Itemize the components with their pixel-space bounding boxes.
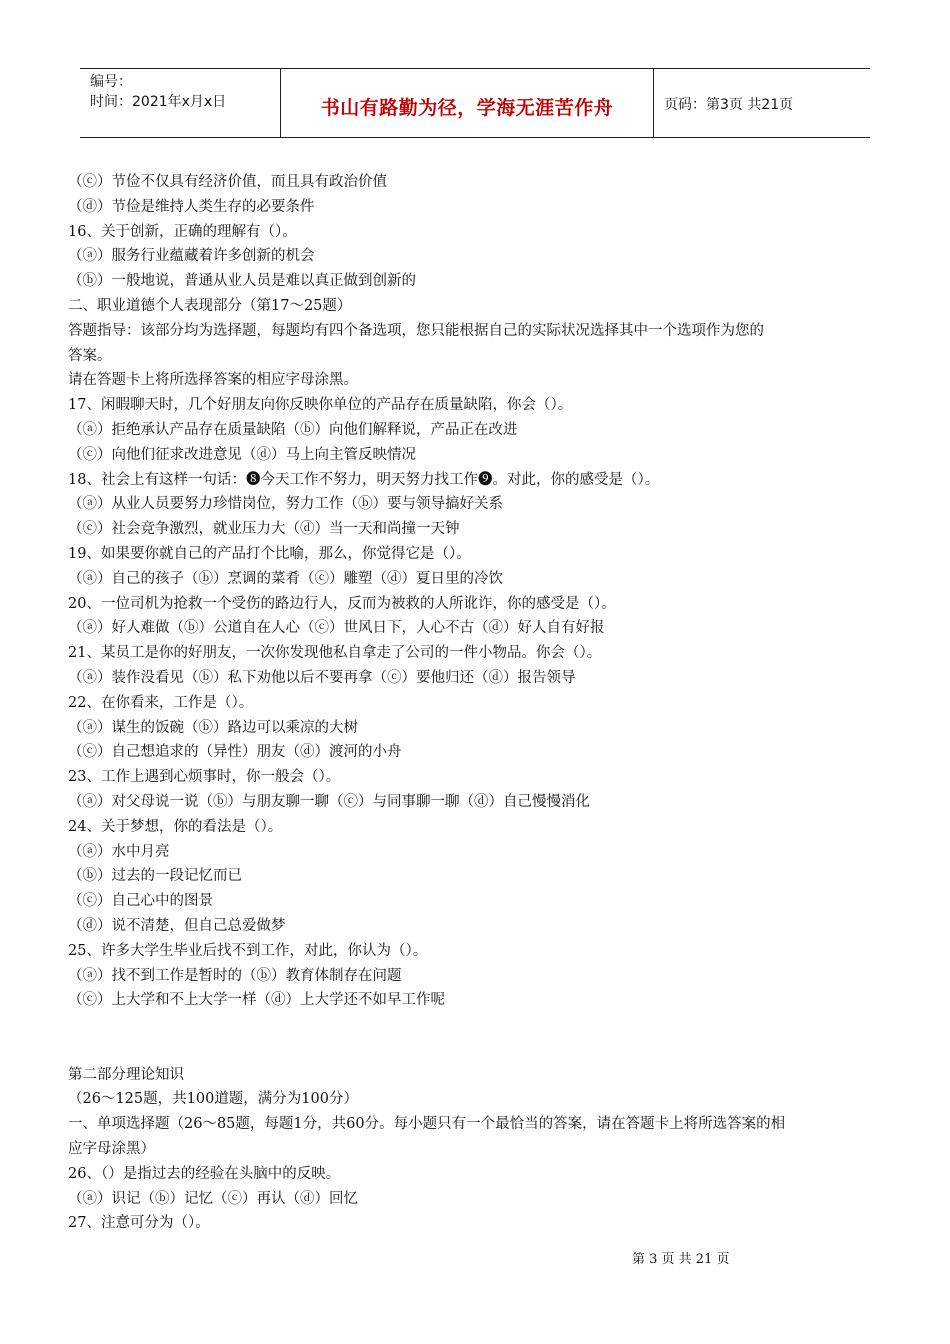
instructions-cont: 答案。 — [68, 347, 112, 364]
slogan: 书山有路勤为径，学海无涯苦作舟 — [320, 97, 614, 119]
part-two-heading: 第二部分理论知识 — [68, 1066, 184, 1083]
number-label: 编号： — [90, 74, 132, 90]
text-line: （ⓐ）找不到工作是暂时的（ⓑ）教育体制存在问题 — [68, 967, 402, 984]
text-line: （ⓐ）好人难做（ⓑ）公道自在人心（ⓒ）世风日下，人心不古（ⓓ）好人自有好报 — [68, 620, 605, 637]
question-18: 18、社会上有这样一句话：❽今天工作不努力，明天努力找工作❾。对此，你的感受是（）。 — [68, 471, 660, 488]
text-line: （ⓓ）说不清楚，但自己总爱做梦 — [68, 917, 286, 934]
text-line: （ⓐ）装作没看见（ⓑ）私下劝他以后不要再拿（ⓒ）要他归还（ⓓ）报告领导 — [68, 669, 576, 686]
section-heading: 二、职业道德个人表现部分（第17～25题） — [68, 297, 352, 314]
text-line: （ⓐ）从业人员要努力珍惜岗位，努力工作（ⓑ）要与领导搞好关系 — [68, 496, 503, 513]
part-two-subheading: （26～125题，共100道题，满分为100分） — [68, 1091, 358, 1108]
text-line: （ⓐ）对父母说一说（ⓑ）与朋友聊一聊（ⓒ）与同事聊一聊（ⓓ）自己慢慢消化 — [68, 793, 590, 810]
spacer — [68, 1013, 880, 1063]
text-line: （ⓒ）自己想追求的（异性）朋友（ⓓ）渡河的小舟 — [68, 744, 402, 761]
text-line: （ⓒ）向他们征求改进意见（ⓓ）马上向主管反映情况 — [68, 446, 416, 463]
question-17: 17、闲暇聊天时，几个好朋友向你反映你单位的产品存在质量缺陷，你会（）。 — [68, 397, 573, 414]
instructions: 答题指导：该部分均为选择题，每题均有四个备选项，您只能根据自己的实际状况选择其中一个选项作为您的 — [68, 322, 764, 339]
header-table — [80, 68, 870, 138]
text-line: （ⓐ）识记（ⓑ）记忆（ⓒ）再认（ⓓ）回忆 — [68, 1190, 358, 1207]
question-27: 27、注意可分为（）。 — [68, 1215, 210, 1232]
question-22: 22、在你看来，工作是（）。 — [68, 694, 254, 711]
header-info-cell — [80, 69, 281, 137]
text-line: （ⓐ）拒绝承认产品存在质量缺陷（ⓑ）向他们解释说，产品正在改进 — [68, 421, 518, 438]
text-line: （ⓐ）水中月亮 — [68, 843, 170, 860]
question-25: 25、许多大学生毕业后找不到工作，对此，你认为（）。 — [68, 942, 428, 959]
text-line: （ⓐ）自己的孩子（ⓑ）烹调的菜肴（ⓒ）雕塑（ⓓ）夏日里的冷饮 — [68, 570, 503, 587]
header-slogan-cell — [281, 69, 654, 137]
question-23: 23、工作上遇到心烦事时，你一般会（）。 — [68, 769, 341, 786]
date-label: 时间：2021年x月x日 — [90, 94, 227, 110]
question-24: 24、关于梦想，你的看法是（）。 — [68, 818, 283, 835]
text-line: （ⓒ）上大学和不上大学一样（ⓓ）上大学还不如早工作呢 — [68, 992, 445, 1009]
page-label: 页码：第3页 共21页 — [664, 97, 794, 113]
page-footer: 第 3 页 共 21 页 — [632, 1252, 730, 1267]
single-choice-instructions: 一、单项选择题（26～85题，每题1分，共60分。每小题只有一个最恰当的答案，请在答题卡上将所选答案的相 — [68, 1116, 786, 1133]
question-20: 20、一位司机为抢救一个受伤的路边行人，反而为被救的人所讹诈，你的感受是（）。 — [68, 595, 616, 612]
question-21: 21、某员工是你的好朋友，一次你发现他私自拿走了公司的一件小物品。你会（）。 — [68, 645, 602, 662]
header-page-cell — [654, 69, 870, 137]
text-line: （ⓑ）过去的一段记忆而已 — [68, 868, 242, 885]
text-line: （ⓐ）服务行业蕴藏着许多创新的机会 — [68, 248, 315, 265]
text-line: （ⓓ）节俭是维持人类生存的必要条件 — [68, 198, 315, 215]
text-line: （ⓒ）自己心中的图景 — [68, 893, 213, 910]
text-line: （ⓒ）节俭不仅具有经济价值，而且具有政治价值 — [68, 174, 387, 190]
text-line: （ⓑ）一般地说，普通从业人员是难以真正做到创新的 — [68, 273, 416, 290]
text-line: （ⓒ）社会竞争激烈，就业压力大（ⓓ）当一天和尚撞一天钟 — [68, 521, 460, 538]
single-choice-instructions-cont: 应字母涂黑） — [68, 1141, 155, 1158]
instructions-2: 请在答题卡上将所选择答案的相应字母涂黑。 — [68, 372, 358, 389]
question-16: 16、关于创新，正确的理解有（）。 — [68, 223, 297, 240]
question-19: 19、如果要你就自己的产品打个比喻，那么，你觉得它是（）。 — [68, 545, 471, 562]
text-line: （ⓐ）谋生的饭碗（ⓑ）路边可以乘凉的大树 — [68, 719, 358, 736]
question-26: 26、（）是指过去的经验在头脑中的反映。 — [68, 1165, 341, 1182]
document-body — [68, 170, 880, 1236]
